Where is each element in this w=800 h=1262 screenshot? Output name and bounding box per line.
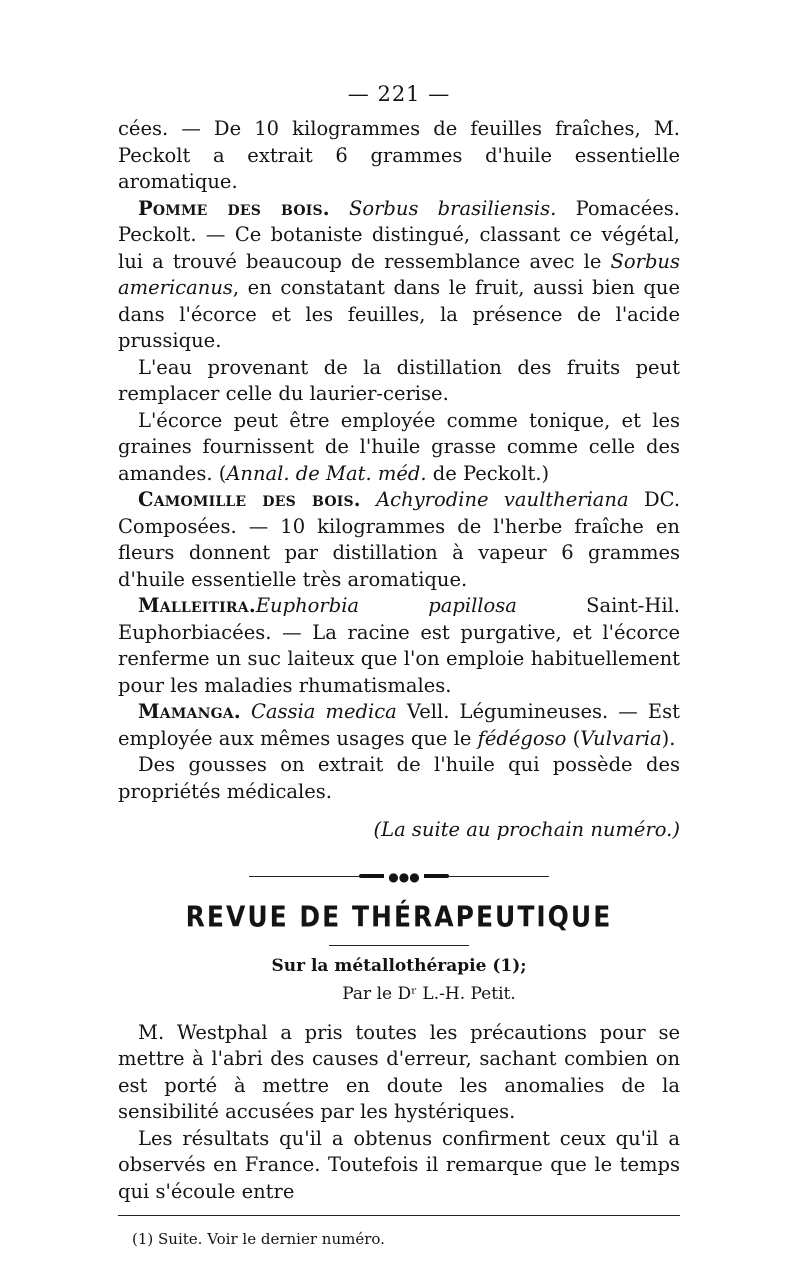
entry-text: ( xyxy=(566,726,581,750)
latin-name: Vulvaria xyxy=(580,726,662,750)
article-title: Sur la métallothérapie (1); xyxy=(271,955,527,976)
entry-term: Malleitira. xyxy=(138,594,256,617)
footnote: (1) Suite. Voir le dernier numéro. xyxy=(132,1230,385,1248)
latin-name: Sorbus brasiliensis. xyxy=(349,196,557,220)
paragraph: cées. — De 10 kilogrammes de feuilles fraîches, M. Peckolt a extrait 6 grammes d'huile essentielle aromatique. xyxy=(118,117,680,193)
latin-name: Euphorbia papillosa xyxy=(255,594,517,617)
entry-text: Pomacées. Peckolt. — Ce botaniste distingué, classant ce végétal, lui a trouvé beaucoup de ressemblance avec le xyxy=(118,196,680,273)
continued-note: (La suite au prochain numéro.) xyxy=(373,818,680,841)
latin-name: Achyrodine vaultheriana xyxy=(376,488,629,511)
divider-beads-icon: ●●● xyxy=(384,870,424,884)
entry-term: Mamanga. xyxy=(138,700,241,723)
paragraph-mamanga xyxy=(118,699,680,752)
short-rule xyxy=(329,945,469,946)
entry-text: DC. Composées. — 10 kilogrammes de l'herbe fraîche en fleurs donnent par distillation à vapeur 6 grammes d'huile essentielle très aromatique. xyxy=(118,488,681,591)
paragraph: L'eau provenant de la distillation des fruits peut remplacer celle du laurier-cerise. xyxy=(118,355,680,405)
latin-name: fédégoso xyxy=(477,726,567,750)
latin-name: Cassia medica xyxy=(250,700,397,723)
page xyxy=(118,82,680,1248)
paragraph xyxy=(118,408,680,488)
paragraph: M. Westphal a pris toutes les précautions pour se mettre à l'abri des causes d'erreur, sachant combien on est porté à mettre en doute les anomalies de la sensibilité accusées par les hystériques. xyxy=(118,1020,680,1123)
page-number: — 221 — xyxy=(347,82,451,106)
paragraph: Les résultats qu'il a obtenus confirment ceux qu'il a observés en France. Toutefois il remarque que le temps qui s'écoule entre xyxy=(118,1126,680,1203)
entry-term: Camomille des bois. xyxy=(138,488,361,511)
latin-name: Sorbus americanus xyxy=(118,249,680,299)
section-title: REVUE DE THÉRAPEUTIQUE xyxy=(185,899,613,933)
paragraph-camomille xyxy=(118,487,680,593)
entry-text: Vell. Légumineuses. — Est employée aux mêmes usages que le xyxy=(118,700,681,750)
paragraph-malleitira xyxy=(118,593,680,699)
entry-term: Pomme des bois. xyxy=(138,196,330,220)
author-line: Par le Dʳ L.-H. Petit. xyxy=(342,983,516,1004)
paragraph: Des gousses on extrait de l'huile qui possède des propriétés médicales. xyxy=(118,753,680,803)
paragraph-pomme-des-bois xyxy=(118,196,680,355)
entry-text: Saint-Hil. Euphorbiacées. — La racine est purgative, et l'écorce renferme un suc laiteux que l'on emploie habituellement pour les maladies rhumatismales. xyxy=(118,594,680,697)
footnote-rule xyxy=(118,1215,680,1216)
entry-text: L'écorce peut être employée comme tonique, et les graines fournissent de l'huile grasse comme celle des amandes. ( xyxy=(118,408,680,485)
ornament-divider xyxy=(249,870,549,884)
entry-text: , en constatant dans le fruit, aussi bien que dans l'écorce et les feuilles, la présence de l'acide prussique. xyxy=(118,276,680,352)
entry-text: ). xyxy=(661,726,676,750)
entry-text: de Peckolt.) xyxy=(426,461,550,485)
reference: Annal. de Mat. méd. xyxy=(226,461,427,485)
